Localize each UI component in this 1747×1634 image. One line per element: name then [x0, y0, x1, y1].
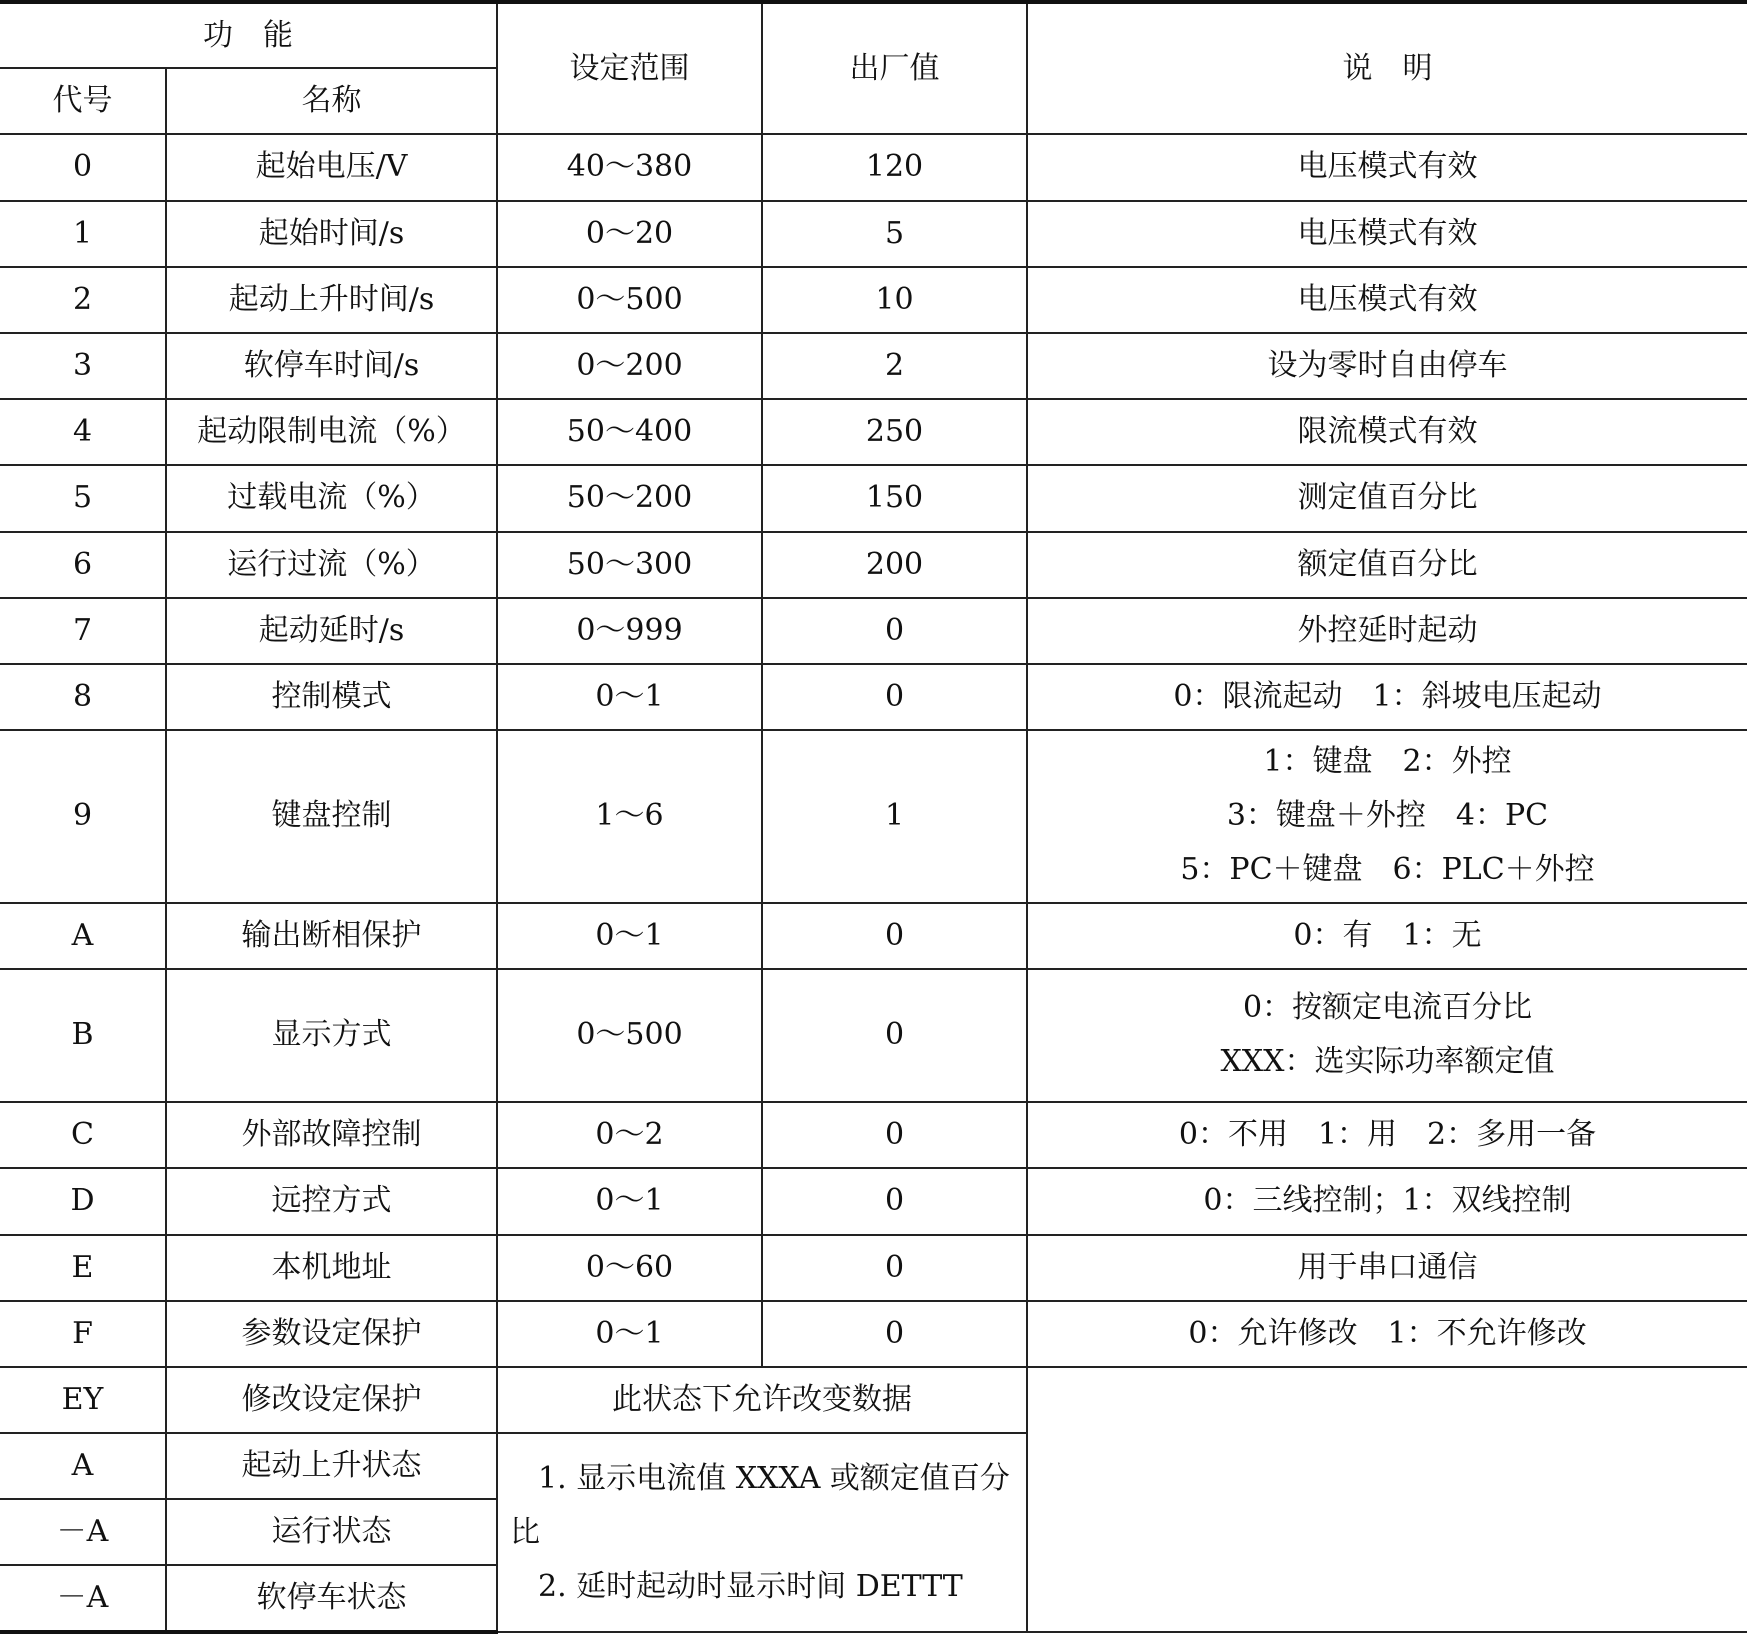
row-code: D	[0, 1168, 166, 1234]
row-range: 0～20	[497, 201, 762, 267]
row-code: －A	[0, 1565, 166, 1632]
row-code: －A	[0, 1499, 166, 1565]
table-row	[0, 969, 1747, 1102]
row-default: 0	[762, 664, 1027, 730]
row-name: 参数设定保护	[166, 1301, 497, 1367]
row-description	[1027, 532, 1747, 598]
row-code: 4	[0, 399, 166, 465]
header-description: 说 明	[1027, 2, 1747, 134]
row-default: 250	[762, 399, 1027, 465]
row-name: 键盘控制	[166, 730, 497, 903]
row-name: 输出断相保护	[166, 903, 497, 969]
row-name: 软停车时间/s	[166, 333, 497, 399]
row-name: 起动限制电流（%）	[166, 399, 497, 465]
empty-description-cell	[1027, 1367, 1747, 1632]
row-range: 0～999	[497, 598, 762, 664]
row-name: 本机地址	[166, 1235, 497, 1301]
row-default: 2	[762, 333, 1027, 399]
ey-note: 此状态下允许改变数据	[497, 1367, 1027, 1433]
table-row	[0, 1301, 1747, 1367]
header-function: 功 能	[0, 2, 497, 68]
table-row	[0, 333, 1747, 399]
table-row	[0, 465, 1747, 531]
description-line: 5：PC＋键盘 6：PLC＋外控	[1180, 852, 1595, 888]
row-description	[1027, 598, 1747, 664]
header-default: 出厂值	[762, 2, 1027, 134]
row-description	[1027, 134, 1747, 200]
row-range: 40～380	[497, 134, 762, 200]
row-default: 0	[762, 1102, 1027, 1168]
description-line: XXX：选实际功率额定值	[1220, 1044, 1555, 1080]
row-default: 5	[762, 201, 1027, 267]
row-range: 0～1	[497, 1168, 762, 1234]
row-description	[1027, 399, 1747, 465]
row-default: 10	[762, 267, 1027, 333]
description-line: 电压模式有效	[1297, 215, 1478, 251]
row-name: 起始电压/V	[166, 134, 497, 200]
row-description	[1027, 201, 1747, 267]
row-code: 2	[0, 267, 166, 333]
row-range: 1～6	[497, 730, 762, 903]
row-code: B	[0, 969, 166, 1102]
row-name: 远控方式	[166, 1168, 497, 1234]
row-code: 7	[0, 598, 166, 664]
row-description	[1027, 267, 1747, 333]
table-row	[0, 1168, 1747, 1234]
description-line: 0：不用 1：用 2：多用一备	[1178, 1117, 1597, 1153]
row-code: C	[0, 1102, 166, 1168]
row-range: 0～200	[497, 333, 762, 399]
row-code: A	[0, 1433, 166, 1499]
row-name: 显示方式	[166, 969, 497, 1102]
table-row	[0, 1102, 1747, 1168]
row-name: 过载电流（%）	[166, 465, 497, 531]
description-line: 外控延时起动	[1297, 612, 1478, 648]
row-default: 0	[762, 903, 1027, 969]
row-name: 控制模式	[166, 664, 497, 730]
row-name: 外部故障控制	[166, 1102, 497, 1168]
description-line: 0：允许修改 1：不允许修改	[1188, 1315, 1587, 1351]
row-description	[1027, 1102, 1747, 1168]
row-code: 8	[0, 664, 166, 730]
row-code: E	[0, 1235, 166, 1301]
row-name: 起动上升时间/s	[166, 267, 497, 333]
row-description	[1027, 1168, 1747, 1234]
header-code: 代号	[0, 68, 166, 134]
row-range: 50～300	[497, 532, 762, 598]
table-row	[0, 399, 1747, 465]
description-line: 0：按额定电流百分比	[1242, 990, 1533, 1026]
row-code: 0	[0, 134, 166, 200]
row-default: 0	[762, 1301, 1027, 1367]
row-code: 1	[0, 201, 166, 267]
table-row	[0, 201, 1747, 267]
description-line: 限流模式有效	[1297, 414, 1478, 450]
row-name: 起动上升状态	[166, 1433, 497, 1499]
table-row	[0, 1235, 1747, 1301]
row-range: 50～200	[497, 465, 762, 531]
description-line: 0：三线控制；1：双线控制	[1203, 1183, 1572, 1219]
table-row	[0, 730, 1747, 903]
row-default: 200	[762, 532, 1027, 598]
row-description	[1027, 333, 1747, 399]
description-line: 用于串口通信	[1297, 1249, 1478, 1285]
description-line: 电压模式有效	[1297, 281, 1478, 317]
row-default: 0	[762, 1168, 1027, 1234]
description-line: 设为零时自由停车	[1267, 348, 1508, 384]
row-default: 1	[762, 730, 1027, 903]
row-code: 3	[0, 333, 166, 399]
row-code: 5	[0, 465, 166, 531]
row-description	[1027, 664, 1747, 730]
row-range: 0～500	[497, 267, 762, 333]
table-row	[0, 267, 1747, 333]
row-default: 120	[762, 134, 1027, 200]
row-range: 0～1	[497, 1301, 762, 1367]
status-note-line-1: 1. 显示电流值 XXXA 或额定值百分比	[510, 1460, 1010, 1550]
row-range: 0～500	[497, 969, 762, 1102]
description-line: 1：键盘 2：外控	[1263, 744, 1512, 780]
row-range: 0～60	[497, 1235, 762, 1301]
row-default: 0	[762, 598, 1027, 664]
table-row	[0, 903, 1747, 969]
row-range: 0～2	[497, 1102, 762, 1168]
description-line: 0：有 1：无	[1293, 917, 1482, 953]
description-line: 3：键盘＋外控 4：PC	[1226, 798, 1549, 834]
row-code: 6	[0, 532, 166, 598]
row-code: EY	[0, 1367, 166, 1433]
row-name: 运行过流（%）	[166, 532, 497, 598]
description-line: 电压模式有效	[1297, 149, 1478, 185]
row-name: 起动延时/s	[166, 598, 497, 664]
table-row	[0, 664, 1747, 730]
row-description	[1027, 969, 1747, 1102]
row-code: 9	[0, 730, 166, 903]
row-default: 0	[762, 969, 1027, 1102]
row-description	[1027, 465, 1747, 531]
row-range: 50～400	[497, 399, 762, 465]
header-name: 名称	[166, 68, 497, 134]
description-line: 额定值百分比	[1297, 546, 1478, 582]
row-name: 起始时间/s	[166, 201, 497, 267]
row-code: A	[0, 903, 166, 969]
status-note-line-2: 2. 延时起动时显示时间 DETTT	[538, 1568, 963, 1604]
row-name: 修改设定保护	[166, 1367, 497, 1433]
row-code: F	[0, 1301, 166, 1367]
table-row	[0, 598, 1747, 664]
row-description	[1027, 1301, 1747, 1367]
row-description	[1027, 903, 1747, 969]
row-range: 0～1	[497, 903, 762, 969]
table-row-ey	[0, 1367, 1747, 1433]
description-line: 0：限流起动 1：斜坡电压起动	[1173, 678, 1602, 714]
row-range: 0～1	[497, 664, 762, 730]
row-name: 软停车状态	[166, 1565, 497, 1632]
table-row	[0, 134, 1747, 200]
description-line: 测定值百分比	[1297, 480, 1478, 516]
row-default: 0	[762, 1235, 1027, 1301]
table-row	[0, 532, 1747, 598]
row-description	[1027, 730, 1747, 903]
header-range: 设定范围	[497, 2, 762, 134]
header-row-1	[0, 2, 1747, 68]
row-default: 150	[762, 465, 1027, 531]
status-note	[497, 1433, 1027, 1632]
row-description	[1027, 1235, 1747, 1301]
row-name: 运行状态	[166, 1499, 497, 1565]
